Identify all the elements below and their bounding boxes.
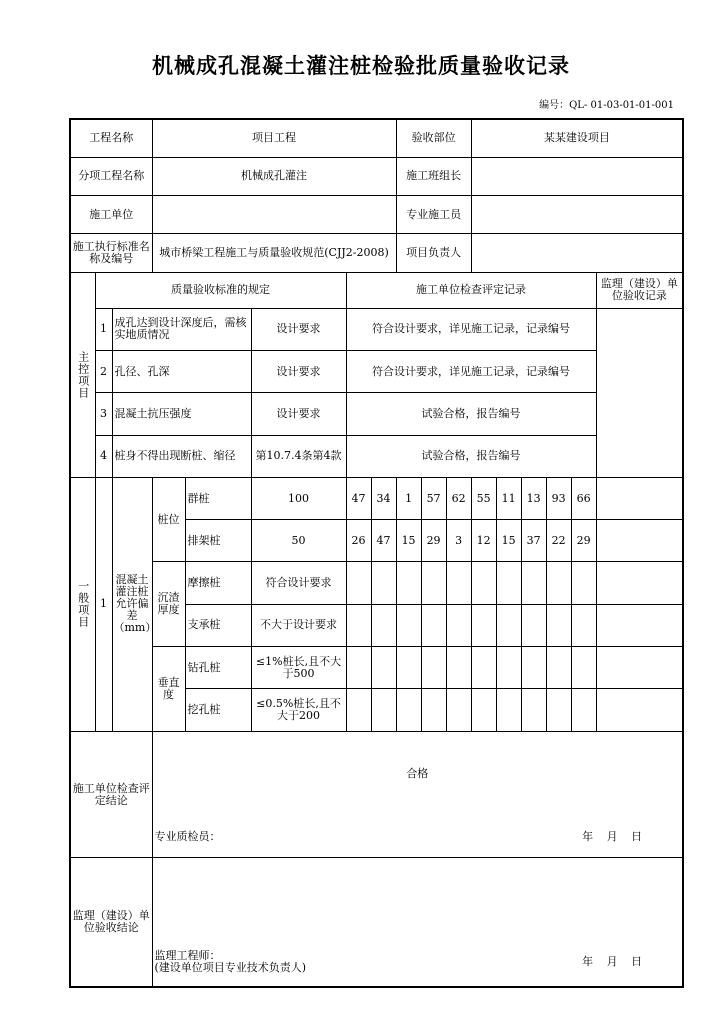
vertical-label: 垂直度 — [152, 647, 185, 732]
col-record-header: 施工单位检查评定记录 — [346, 272, 596, 308]
measure-cell[interactable] — [371, 647, 396, 689]
main-item-desc: 成孔达到设计深度后，需核实地质情况 — [112, 308, 251, 350]
measure-cell[interactable] — [446, 604, 471, 646]
inspector-signature: 专业质检员： — [154, 830, 221, 844]
measure-cell[interactable] — [396, 604, 421, 646]
measure-cell[interactable]: 15 — [496, 520, 521, 562]
general-req: 不大于设计要求 — [251, 604, 346, 646]
measure-cell[interactable] — [421, 689, 446, 731]
general-sub-label: 群桩 — [185, 477, 251, 519]
measure-cell[interactable] — [496, 562, 521, 604]
measure-cell[interactable] — [471, 562, 496, 604]
measure-cell[interactable] — [346, 562, 371, 604]
general-sub-label: 挖孔桩 — [185, 689, 251, 731]
standard-value[interactable]: 城市桥梁工程施工与质量验收规范(CJJ2-2008) — [152, 234, 396, 272]
page-title: 机械成孔混凝土灌注桩检验批质量验收记录 — [152, 54, 570, 78]
general-supervisor-record[interactable] — [596, 647, 683, 689]
main-item-no: 1 — [95, 308, 112, 350]
sub-project-value[interactable]: 机械成孔灌注 — [152, 157, 396, 195]
measure-cell[interactable] — [371, 562, 396, 604]
general-item-no: 1 — [95, 477, 112, 731]
general-label: 一般项目 — [70, 477, 95, 731]
measure-cell[interactable] — [346, 689, 371, 731]
measure-cell[interactable]: 11 — [496, 477, 521, 519]
engineer-label: 监理工程师： — [154, 949, 221, 962]
professional-worker-label: 专业施工员 — [396, 196, 471, 234]
project-name-label: 工程名称 — [70, 119, 152, 157]
measure-cell[interactable] — [496, 604, 521, 646]
main-item-result[interactable]: 符合设计要求，详见施工记录，记录编号 — [346, 308, 596, 350]
main-item-no: 2 — [95, 351, 112, 393]
measure-cell[interactable] — [471, 689, 496, 731]
main-item-req: 设计要求 — [251, 393, 346, 435]
construction-conclusion-label: 施工单位检查评定结论 — [70, 731, 152, 858]
general-req: ≤1%桩长,且不大于500 — [251, 647, 346, 689]
main-item-req: 第10.7.4条第4款 — [251, 435, 346, 477]
general-supervisor-record[interactable] — [596, 562, 683, 604]
general-sub-label: 排架桩 — [185, 520, 251, 562]
measure-cell[interactable]: 66 — [571, 477, 596, 519]
measure-cell[interactable] — [496, 647, 521, 689]
sediment-label: 沉渣厚度 — [152, 562, 185, 647]
general-supervisor-record[interactable] — [596, 689, 683, 731]
supervisor-conclusion-label: 监理（建设）单位验收结论 — [70, 858, 152, 987]
measure-cell[interactable]: 57 — [421, 477, 446, 519]
measure-cell[interactable] — [571, 647, 596, 689]
team-leader-label: 施工班组长 — [396, 157, 471, 195]
measure-cell[interactable]: 26 — [346, 520, 371, 562]
measure-cell[interactable] — [396, 647, 421, 689]
general-req: 100 — [251, 477, 346, 519]
measure-cell[interactable] — [446, 647, 471, 689]
measure-cell[interactable] — [571, 689, 596, 731]
acceptance-part-value[interactable]: 某某建设项目 — [471, 119, 683, 157]
main-item-result[interactable]: 符合设计要求，详见施工记录，记录编号 — [346, 351, 596, 393]
measure-cell[interactable] — [471, 604, 496, 646]
measure-cell[interactable] — [521, 604, 546, 646]
construction-unit-label: 施工单位 — [70, 196, 152, 234]
measure-cell[interactable]: 1 — [396, 477, 421, 519]
measure-cell[interactable] — [521, 647, 546, 689]
measure-cell[interactable]: 29 — [571, 520, 596, 562]
construction-unit-value[interactable] — [152, 196, 396, 234]
main-item-result[interactable]: 试验合格，报告编号 — [346, 393, 596, 435]
supervisor-conclusion-area[interactable] — [152, 858, 683, 987]
main-item-req: 设计要求 — [251, 308, 346, 350]
col-supervisor-header: 监理（建设）单位验收记录 — [596, 272, 683, 308]
supervisor-date: 年 月 日 — [582, 955, 643, 968]
form-code: 编号：QL- 01-03-01-01-001 — [539, 100, 674, 111]
main-item-no: 3 — [95, 393, 112, 435]
general-supervisor-record[interactable] — [596, 477, 683, 519]
engineer-signature — [155, 950, 307, 974]
measure-cell[interactable]: 47 — [346, 477, 371, 519]
col-standard-header: 质量验收标准的规定 — [95, 272, 346, 308]
measure-cell[interactable] — [546, 604, 571, 646]
general-sub-label: 钻孔桩 — [185, 647, 251, 689]
general-supervisor-record[interactable] — [596, 604, 683, 646]
measure-cell[interactable] — [546, 562, 571, 604]
main-control-label: 主控项目 — [70, 272, 95, 477]
measure-cell[interactable] — [346, 647, 371, 689]
measure-cell[interactable] — [346, 604, 371, 646]
main-item-result[interactable]: 试验合格，报告编号 — [346, 435, 596, 477]
project-manager-value[interactable] — [471, 234, 683, 272]
measure-cell[interactable] — [421, 604, 446, 646]
measure-cell[interactable]: 37 — [521, 520, 546, 562]
general-sub-label: 摩擦桩 — [185, 562, 251, 604]
measure-cell[interactable] — [421, 647, 446, 689]
measure-cell[interactable]: 13 — [521, 477, 546, 519]
team-leader-value[interactable] — [471, 157, 683, 195]
measure-cell[interactable] — [471, 647, 496, 689]
measure-cell[interactable]: 34 — [371, 477, 396, 519]
measure-cell[interactable] — [446, 562, 471, 604]
measure-cell[interactable] — [546, 647, 571, 689]
conclusion-result: 合格 — [406, 766, 429, 780]
pile-position-label: 桩位 — [152, 477, 185, 562]
measure-cell[interactable]: 62 — [446, 477, 471, 519]
main-item-desc: 混凝土抗压强度 — [112, 393, 251, 435]
main-item-req: 设计要求 — [251, 351, 346, 393]
measure-cell[interactable] — [496, 689, 521, 731]
measure-cell[interactable] — [446, 689, 471, 731]
measure-cell[interactable] — [371, 604, 396, 646]
construction-conclusion-area[interactable] — [152, 731, 683, 858]
measure-cell[interactable] — [546, 689, 571, 731]
acceptance-part-label: 验收部位 — [396, 119, 471, 157]
standard-label: 施工执行标准名称及编号 — [70, 234, 152, 272]
general-req: 50 — [251, 520, 346, 562]
main-item-desc: 桩身不得出现断桩、缩径 — [112, 435, 251, 477]
measure-cell[interactable] — [371, 689, 396, 731]
sub-project-label: 分项工程名称 — [70, 157, 152, 195]
measure-cell[interactable] — [521, 562, 546, 604]
main-supervisor-record[interactable] — [596, 308, 683, 477]
general-sub-label: 支承桩 — [185, 604, 251, 646]
acceptance-form — [69, 118, 684, 988]
measure-cell[interactable] — [571, 562, 596, 604]
professional-worker-value[interactable] — [471, 196, 683, 234]
main-item-desc: 孔径、孔深 — [112, 351, 251, 393]
general-req: ≤0.5%桩长,且不大于200 — [251, 689, 346, 731]
measure-cell[interactable]: 3 — [446, 520, 471, 562]
measure-cell[interactable]: 15 — [396, 520, 421, 562]
main-item-no: 4 — [95, 435, 112, 477]
engineer-note: (建设单位项目专业技术负责人) — [154, 961, 307, 974]
project-manager-label: 项目负责人 — [396, 234, 471, 272]
general-item-name: 混凝土灌注桩允许偏差（mm） — [112, 477, 152, 731]
measure-cell[interactable] — [396, 689, 421, 731]
measure-cell[interactable] — [421, 562, 446, 604]
construction-date: 年 月 日 — [582, 830, 643, 844]
project-name-value[interactable]: 项目工程 — [152, 119, 396, 157]
general-supervisor-record[interactable] — [596, 520, 683, 562]
measure-cell[interactable]: 12 — [471, 520, 496, 562]
measure-cell[interactable]: 93 — [546, 477, 571, 519]
general-req: 符合设计要求 — [251, 562, 346, 604]
measure-cell[interactable]: 22 — [546, 520, 571, 562]
measure-cell[interactable] — [396, 562, 421, 604]
measure-cell[interactable]: 29 — [421, 520, 446, 562]
measure-cell[interactable] — [521, 689, 546, 731]
measure-cell[interactable]: 47 — [371, 520, 396, 562]
measure-cell[interactable]: 55 — [471, 477, 496, 519]
measure-cell[interactable] — [571, 604, 596, 646]
